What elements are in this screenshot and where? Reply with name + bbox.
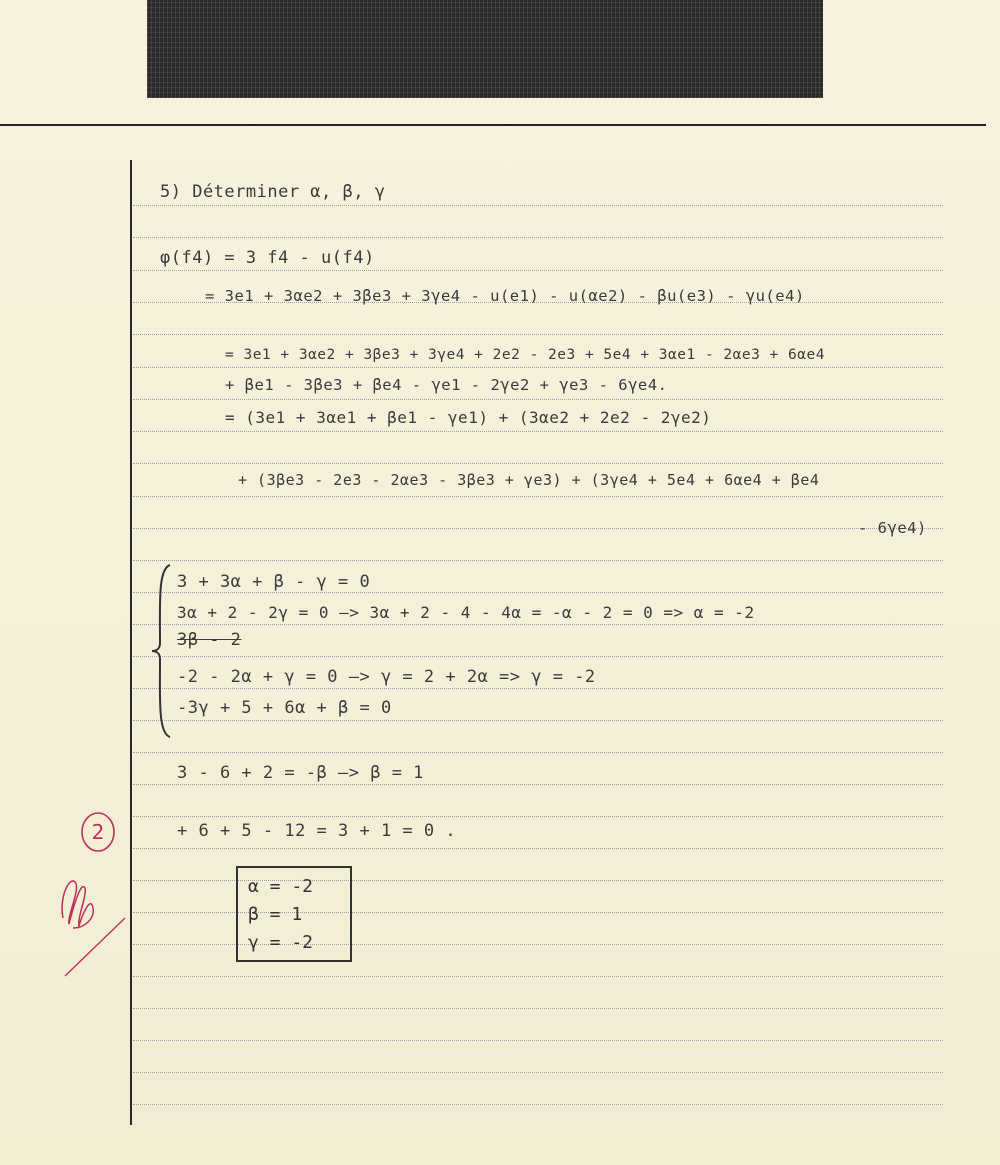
ruled-line	[133, 237, 943, 238]
result-alpha: α = -2	[248, 876, 314, 897]
system-brace-icon	[150, 563, 172, 739]
signature-icon	[55, 868, 130, 983]
solving-line: + 6 + 5 - 12 = 3 + 1 = 0 .	[177, 821, 457, 841]
ruled-line	[133, 463, 943, 464]
derivation-line: = (3e1 + 3αe1 + βe1 - γe1) + (3αe2 + 2e2 - 2γe2)	[225, 408, 712, 427]
system-equation: 3α + 2 - 2γ = 0 —> 3α + 2 - 4 - 4α = -α - 2 = 0 => α = -2	[177, 603, 755, 622]
ruled-line	[133, 528, 943, 529]
ruled-line	[133, 720, 943, 721]
ruled-line	[133, 752, 943, 753]
grade-circle-icon	[78, 810, 118, 854]
top-rule-line	[0, 124, 986, 126]
derivation-line: = 3e1 + 3αe2 + 3βe3 + 3γe4 - u(e1) - u(αe2) - βu(e3) - γu(e4)	[205, 287, 805, 305]
derivation-line: - 6γe4)	[858, 519, 927, 537]
ruled-line	[133, 592, 943, 593]
grade-score: 2	[91, 820, 105, 844]
ruled-line	[133, 848, 943, 849]
ruled-line	[133, 1072, 943, 1073]
system-equation: -3γ + 5 + 6α + β = 0	[177, 698, 392, 718]
derivation-line: + βe1 - 3βe3 + βe4 - γe1 - 2γe2 + γe3 - 6γe4.	[225, 376, 668, 394]
ruled-line	[133, 399, 943, 400]
ruled-line	[133, 816, 943, 817]
ruled-line	[133, 1008, 943, 1009]
ruled-line	[133, 205, 943, 206]
result-gamma: γ = -2	[248, 932, 314, 953]
system-equation: -2 - 2α + γ = 0 —> γ = 2 + 2α => γ = -2	[177, 667, 596, 687]
ruled-line	[133, 1040, 943, 1041]
ruled-line	[133, 334, 943, 335]
system-equation: 3 + 3α + β - γ = 0	[177, 572, 371, 592]
ruled-line	[133, 367, 943, 368]
ruled-line	[133, 560, 943, 561]
solving-line: 3 - 6 + 2 = -β —> β = 1	[177, 763, 424, 783]
derivation-line: = 3e1 + 3αe2 + 3βe3 + 3γe4 + 2e2 - 2e3 + 5e4 + 3αe1 - 2αe3 + 6αe4	[225, 347, 825, 363]
result-beta: β = 1	[248, 904, 303, 925]
ruled-line	[133, 688, 943, 689]
ruled-line	[133, 270, 943, 271]
ruled-line	[133, 976, 943, 977]
derivation-line: φ(f4) = 3 f4 - u(f4)	[160, 248, 375, 268]
ruled-line	[133, 1104, 943, 1105]
ruled-line	[133, 496, 943, 497]
crossed-out-equation: 3β - 2	[177, 630, 242, 650]
result-box	[236, 866, 352, 962]
ruled-line	[133, 784, 943, 785]
question-heading: 5) Déterminer α, β, γ	[160, 182, 386, 202]
margin-rule-line	[130, 160, 132, 1125]
ruled-line	[133, 624, 943, 625]
derivation-line: + (3βe3 - 2e3 - 2αe3 - 3βe3 + γe3) + (3γe4 + 5e4 + 6αe4 + βe4	[238, 471, 820, 489]
ruled-line	[133, 431, 943, 432]
ruled-line	[133, 656, 943, 657]
scan-pattern-block	[147, 0, 823, 98]
